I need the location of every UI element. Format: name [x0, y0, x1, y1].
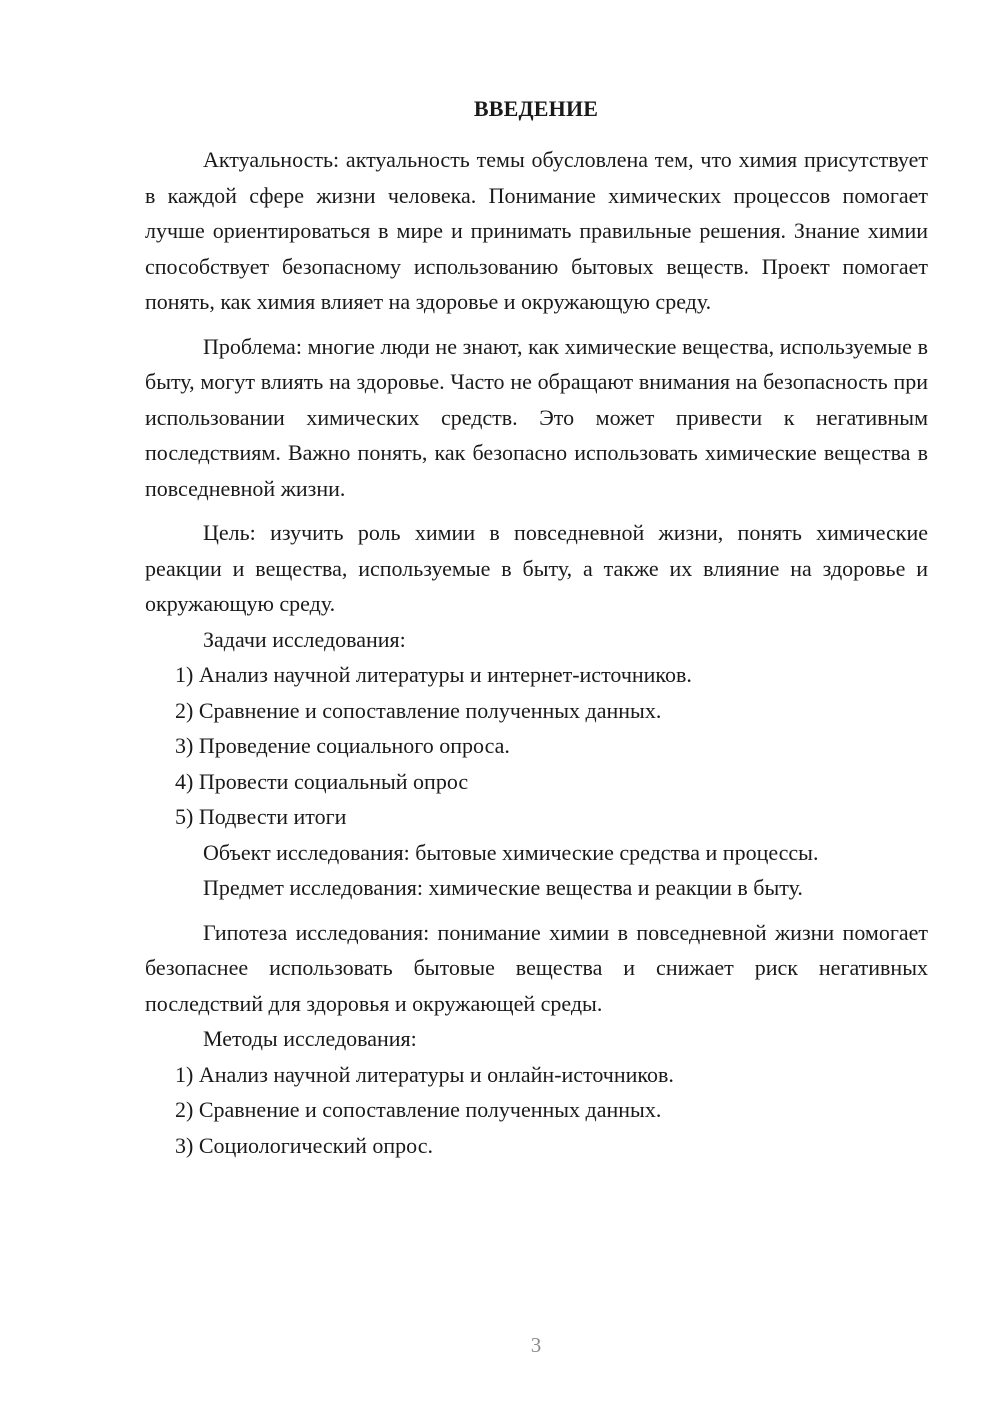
list-item: 4) Провести социальный опрос: [175, 768, 469, 794]
document-body: [145, 142, 928, 1163]
tasks-list: [145, 657, 928, 835]
hypothesis-paragraph: Гипотеза исследования: понимание химии в повседневной жизни помогает безопаснее использовать бытовые вещества и снижает риск негативных последствий для здоровья и окружающей среды.: [145, 919, 928, 1016]
methods-list: [145, 1057, 928, 1164]
subject-paragraph: Предмет исследования: химические вещества и реакции в быту.: [203, 875, 803, 900]
object-paragraph: Объект исследования: бытовые химические средства и процессы.: [203, 839, 819, 865]
list-item: 5) Подвести итоги: [175, 804, 347, 829]
goal-paragraph: Цель: изучить роль химии в повседневной жизни, понять химические реакции и вещества, используемые в быту, а также их влияние на здоровье и окружающую среду.: [145, 520, 928, 616]
relevance-paragraph: Актуальность: актуальность темы обусловлена тем, что химия присутствует в каждой сфере жизни человека. Понимание химических процессов помогает лучше ориентироваться в мире и принимать правильные решения. Знание химии способствует безопасному использованию бытовых веществ. Проект помогает понять, как химия влияет на здоровье и окружающую среду.: [145, 147, 928, 314]
page-number: 3: [530, 1333, 542, 1357]
list-item: 3) Социологический опрос.: [175, 1132, 433, 1158]
list-item: 2) Сравнение и сопоставление полученных данных.: [175, 1097, 662, 1122]
page-title: ВВЕДЕНИЕ: [473, 96, 599, 121]
methods-heading: Методы исследования:: [203, 1026, 417, 1051]
list-item: 1) Анализ научной литературы и онлайн-источников.: [175, 1061, 674, 1087]
problem-paragraph: Проблема: многие люди не знают, как химические вещества, используемые в быту, могут влиять на здоровье. Часто не обращают внимания на безопасность при использовании химических средств. Это может привести к негативным последствиям. Важно понять, как безопасно использовать химические вещества в повседневной жизни.: [145, 333, 928, 501]
tasks-heading: Задачи исследования:: [203, 626, 406, 652]
list-item: 2) Сравнение и сопоставление полученных данных.: [175, 697, 662, 723]
list-item: 1) Анализ научной литературы и интернет-источников.: [175, 662, 692, 687]
list-item: 3) Проведение социального опроса.: [175, 733, 510, 758]
